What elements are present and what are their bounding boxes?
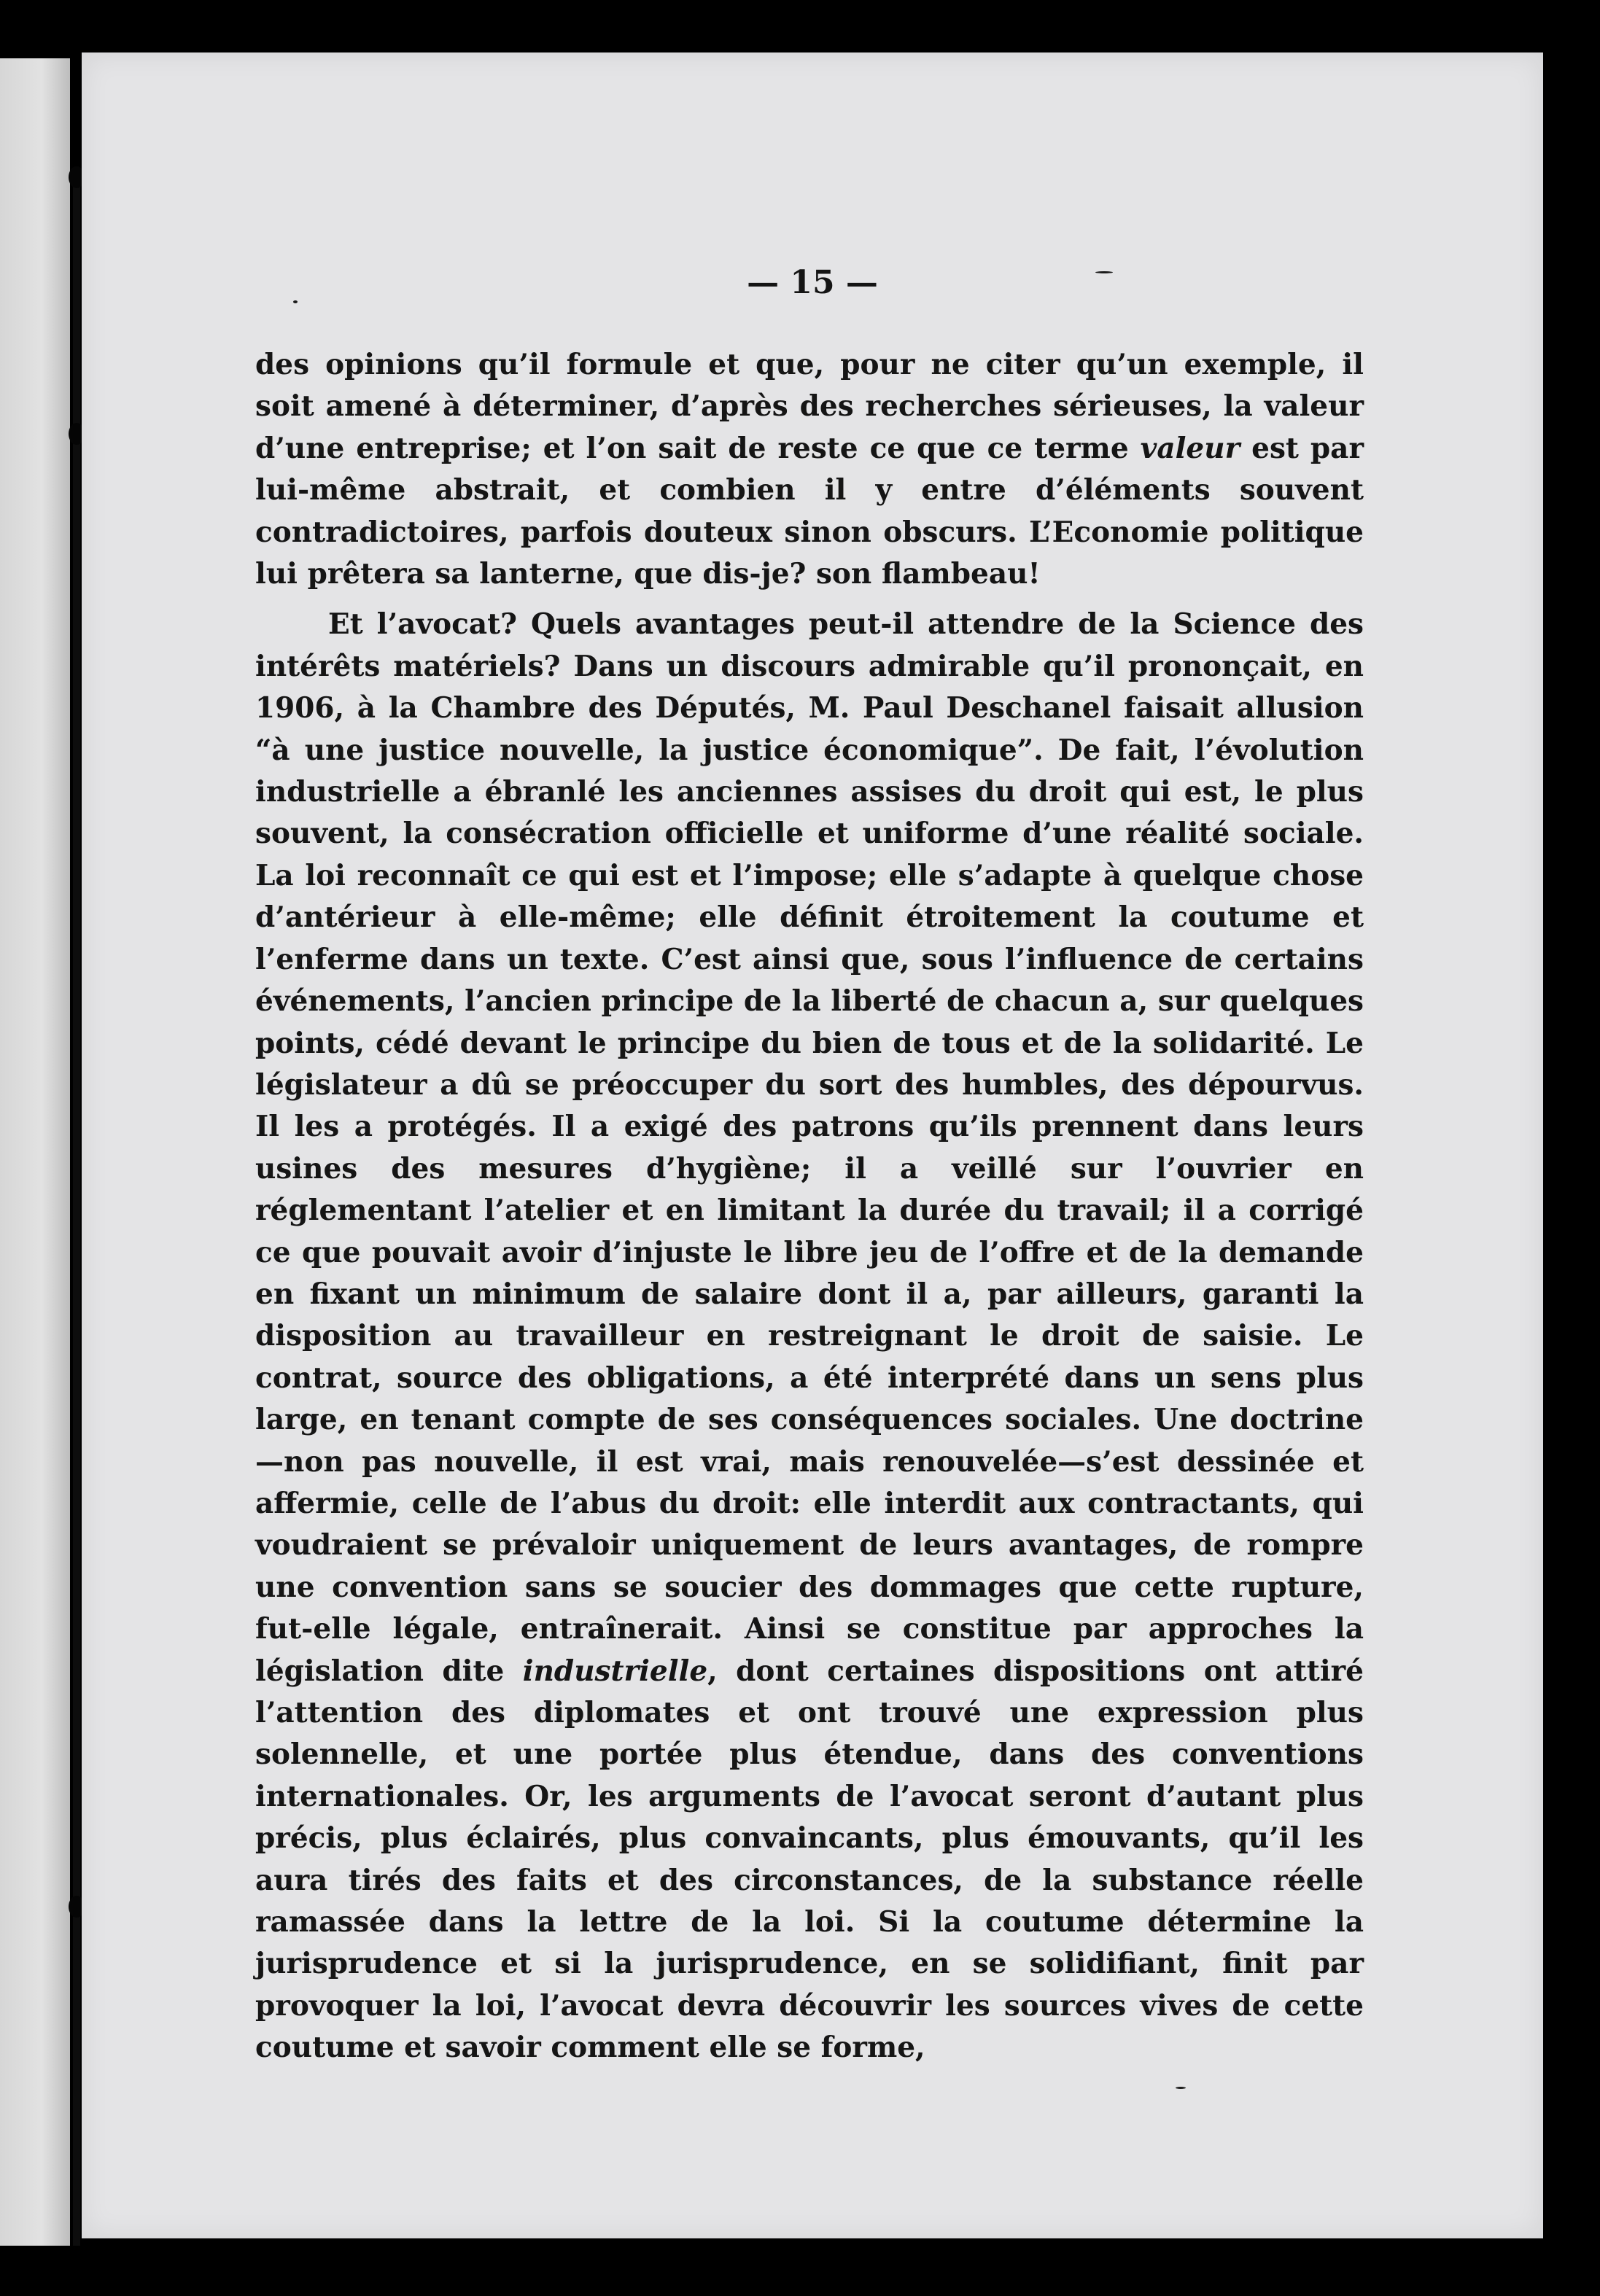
italic-term: industrielle [522,1654,708,1688]
scan-speck [1176,2087,1186,2089]
scan-speck [1095,271,1113,273]
paragraph [255,604,1364,2069]
text-run: , dont certaines dispositions ont attiré l’attention des diplomates et ont trouvé une expression plus solennelle, et une portée plus étendue, dans des conventions internationales. Or, les arguments de l’avocat seront d’autant plus précis, plus éclairés, plus convaincants, plus émouvants, qu’il les aura tirés des faits et des circonstances, de la substance réelle ramassée dans la lettre de la loi. Si la coutume détermine la jurisprudence et si la jurisprudence, en se solidifiant, finit par provoquer la loi, l’avocat devra découvrir les sources vives de cette coutume et savoir comment elle se forme, [255,1654,1364,2065]
text-run: des opinions qu’il formule et que, pour ne citer qu’un exemple, il soit amené à déterminer, d’après des recherches sérieuses, la valeur d’une entreprise; et l’on sait de reste ce que ce terme [255,348,1364,465]
binding-line [73,168,80,2246]
scan-speck [293,300,298,303]
text-run: Et l’avocat? Quels avantages peut-il attendre de la Science des intérêts matériels? Dans un discours admirable qu’il prononçait, en 1906, à la Chambre des Députés, M. Paul Deschanel faisait allusion “à une justice nouvelle, la justice économique”. De fait, l’évolution industrielle a ébranlé les anciennes assises du droit qui est, le plus souvent, la consécration officielle et uniforme d’une réalité sociale. La loi reconnaît ce qui est et l’impose; elle s’adapte à quelque chose d’antérieur à elle-même; elle définit étroitement la coutume et l’enferme dans un texte. C’est ainsi que, sous l’influence de certains événements, l’ancien principe de la liberté de chacun a, sur quelques points, cédé devant le principe du bien de tous et de la solidarité. Le législateur a dû se préoccuper du sort des humbles, des dépourvus. Il les a protégés. Il a exigé des patrons qu’ils prennent dans leurs usines des mesures d’hygiène; il a veillé sur l’ouvrier en réglementant l’atelier et en limitant la durée du travail; il a corrigé ce que pouvait avoir d’injuste le libre jeu de l’offre et de la demande en fixant un minimum de salaire dont il a, par ailleurs, garanti la disposition au travailleur en restreignant le droit de saisie. Le contrat, source des obligations, a été interprété dans un sens plus large, en tenant compte de ses conséquences sociales. Une doctrine—non pas nouvelle, il est vrai, mais renouvelée—s’est dessinée et affermie, celle de l’abus du droit: elle interdit aux contractants, qui voudraient se prévaloir uniquement de leurs avantages, de rompre une convention sans se soucier des dommages que cette rupture, fut-elle légale, entraînerait. Ainsi se constitue par approches la législation dite [255,607,1364,1688]
body-text [255,344,1364,2069]
paragraph [255,344,1364,595]
document-page [82,52,1543,2238]
previous-page-edge [0,58,70,2246]
page-number: — 15 — [747,264,878,301]
text-run: est par lui-même abstrait, et combien il y entre d’éléments souvent contradictoires, parfois douteux sinon obscurs. L’Economie politique lui prêtera sa lanterne, que dis-je? son flambeau! [255,431,1364,591]
italic-term: valeur [1140,431,1240,465]
